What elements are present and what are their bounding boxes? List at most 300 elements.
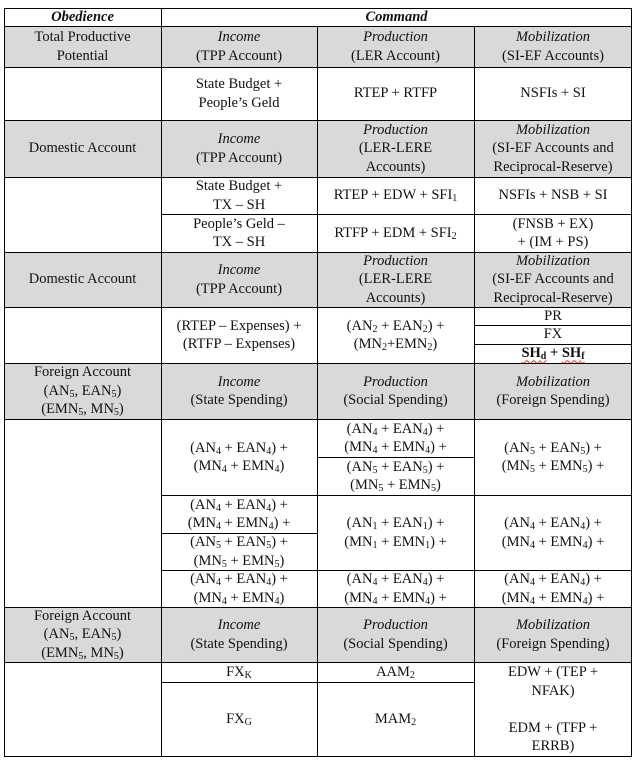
- production-subtitle: Accounts): [365, 289, 426, 306]
- cell-line: EDW + (TEP +: [507, 664, 599, 680]
- t: + EAN: [220, 571, 267, 587]
- subscript: 4: [372, 426, 378, 438]
- t: (AN: [346, 515, 373, 531]
- production-title: Production: [363, 252, 428, 269]
- mobilization-subtitle: (Foreign Spending): [496, 392, 610, 408]
- t: (MN: [193, 458, 222, 474]
- subscript: K: [244, 669, 252, 681]
- income-title: Income: [217, 617, 261, 633]
- production-subtitle: (LER-LERE: [358, 271, 433, 288]
- t: (AN: [346, 458, 373, 475]
- income-subtitle: (TPP Account): [195, 47, 283, 64]
- mobilization-title: Mobilization: [515, 29, 591, 45]
- section-2-production-header: [317, 120, 474, 177]
- t: (MN: [344, 533, 373, 550]
- mobilization-title: Mobilization: [515, 373, 591, 390]
- subscript: 4: [582, 595, 588, 607]
- row-divider: [317, 457, 474, 458]
- column-divider: [317, 26, 318, 757]
- income-title: Income: [217, 131, 261, 147]
- t: ) +: [271, 439, 288, 456]
- t: ) +: [427, 458, 445, 475]
- section-2-income-cell-1: [161, 177, 317, 214]
- t: (MN: [501, 589, 530, 606]
- t: (MN: [193, 589, 222, 606]
- label-line: Foreign Account: [33, 607, 132, 624]
- section-4-production-header: [317, 363, 474, 419]
- income-subtitle: (State Spending): [190, 392, 288, 408]
- subscript: 4: [529, 539, 535, 551]
- section-3-production-cell: [317, 307, 474, 363]
- t: + EMN: [226, 589, 275, 606]
- subscript: 2: [427, 342, 433, 353]
- formula-line: [190, 533, 288, 552]
- subscript: G: [244, 716, 252, 728]
- formula-line: [347, 570, 445, 589]
- t: , MN: [83, 644, 114, 661]
- t: + EAN: [220, 439, 267, 456]
- formula-line: [190, 439, 288, 458]
- section-3-mobilization-pr: [474, 307, 632, 325]
- t: ) +: [585, 571, 602, 587]
- section-4-mobilization-cell-3: [474, 570, 632, 607]
- subscript: 5: [111, 632, 117, 644]
- formula-line: [504, 514, 602, 533]
- t: ): [118, 401, 124, 418]
- row-divider: [4, 67, 632, 68]
- t: + EAN: [377, 515, 423, 531]
- obedience-label: Obedience: [51, 8, 114, 25]
- formula-line: [502, 589, 605, 608]
- subscript: 5: [113, 650, 119, 662]
- subscript: 5: [378, 483, 384, 494]
- subscript: 4: [422, 426, 428, 438]
- section-4-mobilization-cell-2: [474, 495, 632, 570]
- t: ): [116, 626, 122, 643]
- cell-line: (RTEP – Expenses) +: [176, 317, 302, 334]
- production-title: Production: [363, 617, 428, 633]
- t: + EAN: [377, 317, 423, 334]
- production-title: Production: [363, 373, 428, 390]
- t: (AN: [504, 439, 530, 456]
- t: ) +: [430, 533, 447, 550]
- t: + EAN: [377, 458, 423, 475]
- t: , MN: [83, 401, 114, 418]
- mobilization-title: Mobilization: [515, 121, 591, 138]
- t: + EAN: [220, 496, 267, 513]
- subscript: 5: [529, 464, 535, 475]
- mobilization-subtitle: (SI-EF Accounts): [502, 47, 604, 64]
- section-5-income-header: [161, 607, 317, 662]
- section-1-mobilization-cell: [474, 67, 632, 120]
- subscript: 4: [266, 577, 272, 588]
- section-2-income-header: [161, 120, 317, 177]
- section-3-mobilization-fx: [474, 325, 632, 344]
- label-line: Potential: [56, 47, 109, 64]
- section-1-production-cell: [317, 67, 474, 120]
- subscript: 5: [372, 464, 378, 476]
- subscript: 2: [411, 716, 417, 728]
- section-4-income-cell-1: [161, 419, 317, 495]
- t: (MN: [193, 552, 222, 569]
- t: + EAN: [377, 571, 423, 587]
- cell-line: NSFIs + SI: [520, 85, 586, 102]
- row-divider: [161, 682, 474, 683]
- subscript: 1: [425, 539, 431, 551]
- row-divider: [4, 363, 632, 364]
- t: + EMN: [377, 533, 426, 550]
- cell-line: (FNSB + EX): [512, 215, 594, 232]
- row-divider: [4, 120, 632, 121]
- cell-line: TX – SH: [212, 234, 266, 250]
- t: + EMN: [226, 552, 275, 569]
- cell-line: TX – SH: [212, 196, 266, 213]
- command-header: [161, 8, 632, 26]
- section-1-production-header: [317, 26, 474, 67]
- subscript: 4: [425, 595, 431, 607]
- t: FX: [226, 710, 245, 727]
- t: (AN: [190, 571, 216, 587]
- row-divider: [474, 325, 632, 326]
- production-subtitle: (LER Account): [351, 47, 440, 64]
- production-subtitle: (Social Spending): [343, 392, 448, 408]
- section-5-mobilization-cell: [474, 662, 632, 756]
- t: (MN: [344, 439, 373, 455]
- section-4-production-cell-2: [317, 495, 474, 570]
- subscript: 4: [215, 521, 221, 532]
- section-1-label: [4, 26, 161, 67]
- section-5-label: [4, 607, 161, 662]
- section-2-production-cell-2: [317, 214, 474, 252]
- section-2-production-cell-1: [317, 177, 474, 214]
- label-line: Total Productive: [34, 29, 131, 45]
- row-divider: [161, 214, 632, 215]
- t: (AN: [346, 571, 373, 587]
- section-2-mobilization-cell-1: [474, 177, 632, 214]
- t: + EMN: [220, 515, 269, 531]
- formula-line: [344, 438, 447, 457]
- subscript: 2: [372, 323, 378, 335]
- subscript: 2: [451, 230, 457, 242]
- subscript: 4: [372, 595, 378, 607]
- cell-line: FX: [543, 326, 563, 343]
- income-title: Income: [217, 373, 261, 390]
- mobilization-subtitle: Reciprocal-Reserve): [493, 289, 613, 306]
- cell-line: State Budget +: [195, 178, 283, 194]
- row-divider: [4, 177, 632, 178]
- formula-line: [504, 439, 602, 458]
- subscript: 4: [529, 577, 535, 588]
- income-subtitle: (State Spending): [190, 635, 288, 652]
- t: + EMN: [383, 477, 431, 493]
- cell-line: RTEP + RTFP: [353, 85, 438, 102]
- row-divider: [4, 662, 632, 663]
- formula-line: [347, 514, 445, 533]
- cell-line: ERRB): [531, 738, 575, 754]
- t: + EMN: [534, 589, 583, 606]
- cell-line: EDM + (TFP +: [508, 719, 598, 736]
- section-3-production-header: [317, 252, 474, 307]
- production-title: Production: [363, 29, 428, 45]
- t: + EAN: [220, 534, 267, 550]
- subscript: 4: [425, 445, 431, 456]
- subscript: 4: [580, 521, 586, 532]
- command-label: Command: [365, 8, 428, 25]
- section-4-income-cell-2b: [161, 533, 317, 570]
- t: + EAN: [534, 571, 581, 587]
- section-2-label: [4, 120, 161, 177]
- t: ): [279, 589, 285, 606]
- subscript: 4: [221, 464, 227, 475]
- t: ) +: [427, 317, 445, 334]
- section-3-income-header: [161, 252, 317, 307]
- t: (AN: [190, 439, 216, 456]
- subscript: 5: [113, 407, 119, 419]
- subscript: 4: [372, 577, 378, 588]
- row-divider: [161, 533, 317, 534]
- formula-line: [194, 589, 285, 608]
- section-2-mobilization-cell-2: [474, 214, 632, 252]
- subscript: 4: [266, 445, 272, 457]
- subscript: 5: [580, 445, 586, 457]
- cell-line: NSFIs + NSB + SI: [498, 187, 608, 204]
- t: ): [279, 458, 285, 474]
- t: +EMN: [386, 336, 428, 352]
- formula-line: [188, 514, 291, 533]
- section-4-income-cell-3: [161, 570, 317, 607]
- t: SH: [521, 345, 541, 362]
- row-divider: [4, 252, 632, 253]
- label-line: Domestic Account: [28, 140, 137, 157]
- t: ): [118, 644, 124, 661]
- production-subtitle: (Social Spending): [343, 635, 448, 652]
- t: , EAN: [74, 626, 112, 643]
- row-divider: [4, 419, 632, 420]
- t: ) +: [430, 589, 447, 606]
- section-4-mobilization-cell-1: [474, 419, 632, 495]
- formula-line: [350, 476, 441, 495]
- subscript: 4: [215, 502, 221, 514]
- mobilization-subtitle: (SI-EF Accounts and: [492, 271, 614, 288]
- border-line: [4, 8, 632, 9]
- section-1-income-header: [161, 26, 317, 67]
- subscript: 4: [266, 502, 272, 514]
- t: ) +: [273, 515, 291, 531]
- t: (AN: [346, 420, 373, 437]
- subscript: 5: [529, 445, 535, 457]
- subscript: 5: [274, 558, 280, 570]
- subscript: 4: [529, 595, 535, 607]
- subscript: 2: [409, 669, 415, 681]
- formula-line: [344, 533, 447, 552]
- cell-line: (RTFP – Expenses): [182, 336, 296, 352]
- t: + EMN: [534, 458, 583, 474]
- section-5-production-aam: [317, 662, 474, 682]
- cell-line: People’s Geld –: [193, 215, 285, 232]
- t: (AN: [43, 382, 70, 399]
- section-1-mobilization-header: [474, 26, 632, 67]
- formula-line: [344, 589, 447, 608]
- formula-line: [502, 533, 605, 552]
- subscript: 4: [274, 464, 280, 475]
- subscript: 5: [69, 388, 75, 400]
- income-title: Income: [217, 262, 261, 278]
- section-5-mobilization-header: [474, 607, 632, 662]
- row-divider: [4, 26, 632, 27]
- row-divider: [4, 607, 632, 608]
- subscript: 4: [582, 539, 588, 551]
- label-line: Foreign Account: [33, 364, 132, 381]
- section-3-label: [4, 252, 161, 307]
- subscript: d: [540, 351, 547, 363]
- income-subtitle: (TPP Account): [195, 149, 283, 166]
- section-2-income-cell-2: [161, 214, 317, 252]
- production-subtitle: Accounts): [365, 158, 426, 175]
- t: ) +: [271, 496, 288, 513]
- subscript: 5: [111, 388, 117, 400]
- subscript: 4: [221, 595, 227, 607]
- t: ): [436, 477, 441, 493]
- section-4-income-cell-2a: [161, 495, 317, 533]
- t: (AN: [190, 534, 216, 550]
- subscript: 5: [78, 650, 84, 662]
- section-4-label: [4, 363, 161, 419]
- t: (AN: [504, 515, 530, 531]
- mobilization-subtitle: (Foreign Spending): [496, 635, 610, 652]
- section-3-mobilization-sh: [474, 344, 632, 363]
- subscript: 4: [215, 445, 221, 457]
- t: + EAN: [534, 439, 581, 456]
- subscript: 5: [431, 483, 436, 494]
- t: + EAN: [377, 420, 423, 437]
- t: ): [116, 382, 122, 399]
- row-divider: [161, 570, 632, 571]
- t: ) +: [585, 439, 602, 456]
- t: SH: [561, 345, 582, 362]
- t: MAM: [374, 710, 412, 727]
- subscript: 5: [422, 464, 428, 476]
- row-divider: [4, 307, 632, 308]
- t: (MN: [353, 336, 382, 352]
- section-4-mobilization-header: [474, 363, 632, 419]
- t: ) +: [587, 533, 605, 550]
- mobilization-subtitle: Reciprocal-Reserve): [493, 158, 613, 175]
- t: ) +: [587, 589, 605, 606]
- formula-line: [190, 570, 288, 589]
- formula-line: [504, 570, 602, 589]
- t: (EMN: [41, 644, 79, 661]
- t: (AN: [346, 317, 373, 334]
- subscript: 4: [422, 577, 428, 588]
- subscript: 4: [580, 577, 586, 588]
- t: , EAN: [74, 382, 112, 399]
- t: + EMN: [377, 589, 426, 606]
- subscript: 1: [452, 193, 458, 205]
- t: (AN: [190, 496, 216, 513]
- section-5-income-fxk: [161, 662, 317, 682]
- t: (AN: [43, 626, 70, 643]
- subscript: 4: [268, 521, 274, 532]
- t: FX: [226, 663, 245, 680]
- row-divider: [474, 344, 632, 345]
- section-4-production-cell-1b: [317, 457, 474, 495]
- cell-line: NFAK): [531, 682, 575, 699]
- t: (MN: [350, 477, 379, 493]
- formula-line: [194, 457, 285, 476]
- formula-line: [190, 496, 288, 515]
- subscript: 5: [221, 558, 227, 570]
- t: ) +: [427, 420, 445, 437]
- subscript: 2: [381, 342, 387, 353]
- t: ) +: [427, 515, 445, 531]
- subscript: 4: [274, 595, 280, 607]
- subscript: 5: [582, 464, 588, 475]
- section-5-income-fxg: [161, 682, 317, 756]
- t: ) +: [271, 571, 288, 587]
- t: (MN: [501, 458, 530, 474]
- section-5-production-mam: [317, 682, 474, 756]
- t: ) +: [271, 534, 288, 550]
- subscript: 2: [422, 323, 428, 335]
- subscript: f: [581, 351, 585, 363]
- formula-line: [502, 457, 605, 476]
- section-3-mobilization-header: [474, 252, 632, 307]
- section-4-production-cell-3: [317, 570, 474, 607]
- t: AAM: [376, 663, 410, 680]
- formula-line: [347, 420, 445, 439]
- formula-text: RTFP + EDM + SFI: [334, 224, 452, 241]
- t: + EMN: [226, 458, 275, 474]
- subscript: 5: [215, 540, 221, 551]
- obedience-header: [4, 8, 161, 26]
- subscript: 5: [78, 407, 84, 419]
- t: + EAN: [534, 515, 581, 531]
- subscript: 1: [372, 539, 378, 551]
- t: (EMN: [41, 401, 79, 418]
- subscript: 4: [529, 521, 535, 532]
- row-divider: [161, 495, 632, 496]
- income-subtitle: (TPP Account): [195, 280, 283, 297]
- t: +: [546, 345, 562, 362]
- section-2-mobilization-header: [474, 120, 632, 177]
- mobilization-title: Mobilization: [515, 252, 591, 269]
- subscript: 4: [372, 445, 378, 456]
- t: + EMN: [377, 439, 426, 455]
- section-4-production-cell-1a: [317, 419, 474, 457]
- t: (MN: [344, 589, 373, 606]
- t: ) +: [585, 515, 602, 531]
- cell-line: + (IM + PS): [517, 234, 589, 250]
- subscript: 5: [266, 540, 272, 551]
- cell-line: State Budget +: [195, 76, 283, 92]
- subscript: 1: [372, 521, 378, 532]
- subscript: 4: [215, 577, 221, 588]
- section-5-production-header: [317, 607, 474, 662]
- formula-line: [347, 458, 445, 477]
- t: (MN: [187, 515, 216, 531]
- t: (MN: [501, 533, 530, 550]
- production-subtitle: (LER-LERE: [358, 140, 433, 157]
- border-line: [4, 756, 632, 757]
- section-1-income-cell: [161, 67, 317, 120]
- subscript: 1: [422, 521, 428, 532]
- subscript: 5: [69, 632, 75, 644]
- t: (AN: [504, 571, 530, 587]
- label-line: Domestic Account: [28, 271, 137, 288]
- section-4-income-header: [161, 363, 317, 419]
- cell-line: PR: [544, 307, 562, 324]
- mobilization-subtitle: (SI-EF Accounts and: [492, 140, 614, 157]
